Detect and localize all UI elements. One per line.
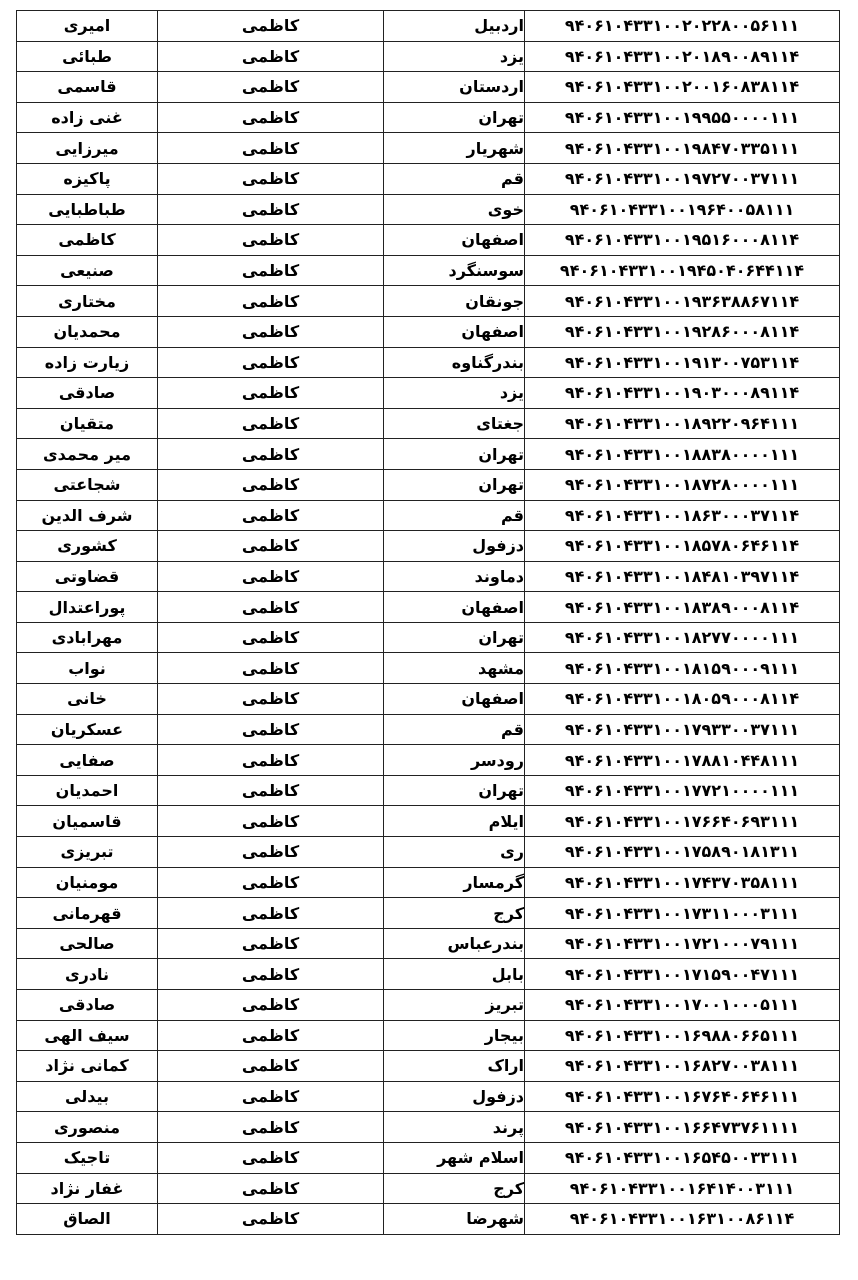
table-row <box>17 1051 840 1082</box>
sheba-cell: ۹۴۰۶۱۰۴۳۳۱۰۰۱۹۹۵۵۰۰۰۰۱۱۱ <box>525 102 840 133</box>
city-cell: جونقان <box>384 286 525 317</box>
sheba-cell: ۹۴۰۶۱۰۴۳۳۱۰۰۱۸۲۷۷۰۰۰۰۱۱۱ <box>525 622 840 653</box>
city-cell: بیجار <box>384 1020 525 1051</box>
table-row <box>17 408 840 439</box>
name-cell: کاظمی <box>158 1204 384 1235</box>
sheba-cell: ۹۴۰۶۱۰۴۳۳۱۰۰۱۷۴۳۷۰۳۵۸۱۱۱ <box>525 867 840 898</box>
name-cell: کاظمی <box>158 1020 384 1051</box>
table-row <box>17 347 840 378</box>
surname-cell: کاظمی <box>17 225 158 256</box>
sheba-cell: ۹۴۰۶۱۰۴۳۳۱۰۰۱۹۷۲۷۰۰۳۷۱۱۱ <box>525 163 840 194</box>
name-cell: کاظمی <box>158 1081 384 1112</box>
surname-cell: صنیعی <box>17 255 158 286</box>
sheba-cell: ۹۴۰۶۱۰۴۳۳۱۰۰۱۶۸۲۷۰۰۳۸۱۱۱ <box>525 1051 840 1082</box>
table-row <box>17 837 840 868</box>
city-cell: یزد <box>384 378 525 409</box>
surname-cell: صادقی <box>17 378 158 409</box>
table-row <box>17 561 840 592</box>
surname-cell: زیارت زاده <box>17 347 158 378</box>
city-cell: جغتای <box>384 408 525 439</box>
name-cell: کاظمی <box>158 378 384 409</box>
table-row <box>17 531 840 562</box>
surname-cell: نادری <box>17 959 158 990</box>
table-row <box>17 225 840 256</box>
name-cell: کاظمی <box>158 531 384 562</box>
sheba-cell: ۹۴۰۶۱۰۴۳۳۱۰۰۱۹۱۳۰۰۷۵۳۱۱۴ <box>525 347 840 378</box>
roster-table <box>16 10 840 1235</box>
city-cell: اصفهان <box>384 316 525 347</box>
name-cell: کاظمی <box>158 561 384 592</box>
table-row <box>17 439 840 470</box>
sheba-cell: ۹۴۰۶۱۰۴۳۳۱۰۰۱۸۶۳۰۰۰۳۷۱۱۴ <box>525 500 840 531</box>
name-cell: کاظمی <box>158 898 384 929</box>
surname-cell: غنی زاده <box>17 102 158 133</box>
surname-cell: بیدلی <box>17 1081 158 1112</box>
name-cell: کاظمی <box>158 41 384 72</box>
name-cell: کاظمی <box>158 775 384 806</box>
name-cell: کاظمی <box>158 714 384 745</box>
surname-cell: میر محمدی <box>17 439 158 470</box>
table-row <box>17 72 840 103</box>
sheba-cell: ۹۴۰۶۱۰۴۳۳۱۰۰۱۹۳۶۳۸۸۶۷۱۱۴ <box>525 286 840 317</box>
city-cell: رودسر <box>384 745 525 776</box>
city-cell: سوسنگرد <box>384 255 525 286</box>
city-cell: اراک <box>384 1051 525 1082</box>
surname-cell: تبریزی <box>17 837 158 868</box>
name-cell: کاظمی <box>158 653 384 684</box>
surname-cell: مختاری <box>17 286 158 317</box>
surname-cell: طبائی <box>17 41 158 72</box>
name-cell: کاظمی <box>158 408 384 439</box>
city-cell: دزفول <box>384 1081 525 1112</box>
city-cell: ری <box>384 837 525 868</box>
surname-cell: شجاعتی <box>17 469 158 500</box>
table-row <box>17 928 840 959</box>
sheba-cell: ۹۴۰۶۱۰۴۳۳۱۰۰۱۶۹۸۸۰۶۶۵۱۱۱ <box>525 1020 840 1051</box>
city-cell: کرج <box>384 898 525 929</box>
sheba-cell: ۹۴۰۶۱۰۴۳۳۱۰۰۱۸۵۷۸۰۶۴۶۱۱۴ <box>525 531 840 562</box>
surname-cell: صادقی <box>17 990 158 1021</box>
city-cell: بندرگناوه <box>384 347 525 378</box>
name-cell: کاظمی <box>158 1173 384 1204</box>
sheba-cell: ۹۴۰۶۱۰۴۳۳۱۰۰۱۷۳۱۱۰۰۰۳۱۱۱ <box>525 898 840 929</box>
sheba-cell: ۹۴۰۶۱۰۴۳۳۱۰۰۱۶۳۱۰۰۸۶۱۱۴ <box>525 1204 840 1235</box>
name-cell: کاظمی <box>158 225 384 256</box>
table-row <box>17 714 840 745</box>
surname-cell: خانی <box>17 684 158 715</box>
city-cell: اسلام شهر <box>384 1142 525 1173</box>
surname-cell: سیف الهی <box>17 1020 158 1051</box>
table-row <box>17 1020 840 1051</box>
sheba-cell: ۹۴۰۶۱۰۴۳۳۱۰۰۱۷۹۳۳۰۰۳۷۱۱۱ <box>525 714 840 745</box>
name-cell: کاظمی <box>158 684 384 715</box>
name-cell: کاظمی <box>158 72 384 103</box>
sheba-cell: ۹۴۰۶۱۰۴۳۳۱۰۰۱۸۴۸۱۰۳۹۷۱۱۴ <box>525 561 840 592</box>
name-cell: کاظمی <box>158 439 384 470</box>
sheba-cell: ۹۴۰۶۱۰۴۳۳۱۰۰۱۸۱۵۹۰۰۰۹۱۱۱ <box>525 653 840 684</box>
city-cell: تهران <box>384 622 525 653</box>
sheba-cell: ۹۴۰۶۱۰۴۳۳۱۰۰۱۹۰۳۰۰۰۸۹۱۱۴ <box>525 378 840 409</box>
city-cell: شهرضا <box>384 1204 525 1235</box>
surname-cell: پوراعتدال <box>17 592 158 623</box>
name-cell: کاظمی <box>158 806 384 837</box>
surname-cell: عسکریان <box>17 714 158 745</box>
name-cell: کاظمی <box>158 837 384 868</box>
sheba-cell: ۹۴۰۶۱۰۴۳۳۱۰۰۱۹۲۸۶۰۰۰۸۱۱۴ <box>525 316 840 347</box>
name-cell: کاظمی <box>158 469 384 500</box>
table-row <box>17 133 840 164</box>
sheba-cell: ۹۴۰۶۱۰۴۳۳۱۰۰۱۷۶۶۴۰۶۹۳۱۱۱ <box>525 806 840 837</box>
name-cell: کاظمی <box>158 347 384 378</box>
table-row <box>17 163 840 194</box>
name-cell: کاظمی <box>158 928 384 959</box>
table-row <box>17 41 840 72</box>
sheba-cell: ۹۴۰۶۱۰۴۳۳۱۰۰۱۷۰۰۱۰۰۰۵۱۱۱ <box>525 990 840 1021</box>
surname-cell: تاجیک <box>17 1142 158 1173</box>
table-row <box>17 316 840 347</box>
sheba-cell: ۹۴۰۶۱۰۴۳۳۱۰۰۲۰۲۲۸۰۰۵۶۱۱۱ <box>525 11 840 42</box>
surname-cell: قضاوتی <box>17 561 158 592</box>
surname-cell: متقیان <box>17 408 158 439</box>
surname-cell: قاسمی <box>17 72 158 103</box>
surname-cell: صفایی <box>17 745 158 776</box>
name-cell: کاظمی <box>158 592 384 623</box>
city-cell: تهران <box>384 439 525 470</box>
name-cell: کاظمی <box>158 622 384 653</box>
name-cell: کاظمی <box>158 990 384 1021</box>
table-row <box>17 622 840 653</box>
sheba-cell: ۹۴۰۶۱۰۴۳۳۱۰۰۱۹۴۵۰۴۰۶۴۴۱۱۴ <box>525 255 840 286</box>
table-row <box>17 286 840 317</box>
table-row <box>17 469 840 500</box>
surname-cell: طباطبایی <box>17 194 158 225</box>
sheba-cell: ۹۴۰۶۱۰۴۳۳۱۰۰۲۰۰۱۶۰۸۳۸۱۱۴ <box>525 72 840 103</box>
name-cell: کاظمی <box>158 194 384 225</box>
city-cell: گرمسار <box>384 867 525 898</box>
city-cell: اصفهان <box>384 684 525 715</box>
table-row <box>17 990 840 1021</box>
surname-cell: مومنیان <box>17 867 158 898</box>
city-cell: اردبیل <box>384 11 525 42</box>
sheba-cell: ۹۴۰۶۱۰۴۳۳۱۰۰۱۸۷۲۸۰۰۰۰۱۱۱ <box>525 469 840 500</box>
sheba-cell: ۹۴۰۶۱۰۴۳۳۱۰۰۱۹۵۱۶۰۰۰۸۱۱۴ <box>525 225 840 256</box>
sheba-cell: ۹۴۰۶۱۰۴۳۳۱۰۰۱۹۸۴۷۰۳۳۵۱۱۱ <box>525 133 840 164</box>
name-cell: کاظمی <box>158 286 384 317</box>
city-cell: تهران <box>384 775 525 806</box>
name-cell: کاظمی <box>158 255 384 286</box>
name-cell: کاظمی <box>158 163 384 194</box>
name-cell: کاظمی <box>158 133 384 164</box>
table-row <box>17 378 840 409</box>
city-cell: بندرعباس <box>384 928 525 959</box>
table-row <box>17 684 840 715</box>
name-cell: کاظمی <box>158 102 384 133</box>
surname-cell: الصاق <box>17 1204 158 1235</box>
city-cell: اصفهان <box>384 225 525 256</box>
city-cell: یزد <box>384 41 525 72</box>
sheba-cell: ۹۴۰۶۱۰۴۳۳۱۰۰۱۷۱۵۹۰۰۴۷۱۱۱ <box>525 959 840 990</box>
surname-cell: کمانی نژاد <box>17 1051 158 1082</box>
city-cell: دزفول <box>384 531 525 562</box>
city-cell: اردستان <box>384 72 525 103</box>
city-cell: بابل <box>384 959 525 990</box>
sheba-cell: ۹۴۰۶۱۰۴۳۳۱۰۰۱۸۸۳۸۰۰۰۰۱۱۱ <box>525 439 840 470</box>
surname-cell: احمدیان <box>17 775 158 806</box>
surname-cell: مهرابادی <box>17 622 158 653</box>
table-row <box>17 653 840 684</box>
surname-cell: کشوری <box>17 531 158 562</box>
city-cell: تهران <box>384 102 525 133</box>
table-row <box>17 775 840 806</box>
table-row <box>17 102 840 133</box>
surname-cell: محمدیان <box>17 316 158 347</box>
surname-cell: نواب <box>17 653 158 684</box>
surname-cell: امیری <box>17 11 158 42</box>
table-row <box>17 500 840 531</box>
table-row <box>17 1142 840 1173</box>
city-cell: اصفهان <box>384 592 525 623</box>
city-cell: تبریز <box>384 990 525 1021</box>
sheba-cell: ۹۴۰۶۱۰۴۳۳۱۰۰۲۰۱۸۹۰۰۸۹۱۱۴ <box>525 41 840 72</box>
sheba-cell: ۹۴۰۶۱۰۴۳۳۱۰۰۱۶۴۱۴۰۰۳۱۱۱ <box>525 1173 840 1204</box>
name-cell: کاظمی <box>158 11 384 42</box>
table-row <box>17 255 840 286</box>
sheba-cell: ۹۴۰۶۱۰۴۳۳۱۰۰۱۷۵۸۹۰۱۸۱۳۱۱ <box>525 837 840 868</box>
table-row <box>17 1173 840 1204</box>
sheba-cell: ۹۴۰۶۱۰۴۳۳۱۰۰۱۶۷۶۴۰۶۴۶۱۱۱ <box>525 1081 840 1112</box>
surname-cell: صالحی <box>17 928 158 959</box>
surname-cell: قهرمانی <box>17 898 158 929</box>
sheba-cell: ۹۴۰۶۱۰۴۳۳۱۰۰۱۷۸۸۱۰۴۴۸۱۱۱ <box>525 745 840 776</box>
surname-cell: شرف الدین <box>17 500 158 531</box>
sheba-cell: ۹۴۰۶۱۰۴۳۳۱۰۰۱۸۰۵۹۰۰۰۸۱۱۴ <box>525 684 840 715</box>
surname-cell: غفار نژاد <box>17 1173 158 1204</box>
roster-table-body <box>17 11 840 1235</box>
table-row <box>17 11 840 42</box>
sheba-cell: ۹۴۰۶۱۰۴۳۳۱۰۰۱۶۶۴۷۳۷۶۱۱۱۱ <box>525 1112 840 1143</box>
surname-cell: قاسمیان <box>17 806 158 837</box>
city-cell: مشهد <box>384 653 525 684</box>
name-cell: کاظمی <box>158 1051 384 1082</box>
table-row <box>17 806 840 837</box>
sheba-cell: ۹۴۰۶۱۰۴۳۳۱۰۰۱۷۲۱۰۰۰۷۹۱۱۱ <box>525 928 840 959</box>
sheba-cell: ۹۴۰۶۱۰۴۳۳۱۰۰۱۶۵۴۵۰۰۳۳۱۱۱ <box>525 1142 840 1173</box>
city-cell: ایلام <box>384 806 525 837</box>
city-cell: قم <box>384 163 525 194</box>
table-row <box>17 194 840 225</box>
table-row <box>17 592 840 623</box>
sheba-cell: ۹۴۰۶۱۰۴۳۳۱۰۰۱۸۹۲۲۰۹۶۴۱۱۱ <box>525 408 840 439</box>
table-row <box>17 867 840 898</box>
city-cell: خوی <box>384 194 525 225</box>
surname-cell: میرزایی <box>17 133 158 164</box>
name-cell: کاظمی <box>158 1142 384 1173</box>
city-cell: تهران <box>384 469 525 500</box>
table-row <box>17 1112 840 1143</box>
name-cell: کاظمی <box>158 316 384 347</box>
table-row <box>17 745 840 776</box>
name-cell: کاظمی <box>158 1112 384 1143</box>
name-cell: کاظمی <box>158 745 384 776</box>
city-cell: قم <box>384 714 525 745</box>
table-row <box>17 959 840 990</box>
city-cell: قم <box>384 500 525 531</box>
surname-cell: پاکیزه <box>17 163 158 194</box>
table-row <box>17 1081 840 1112</box>
surname-cell: منصوری <box>17 1112 158 1143</box>
sheba-cell: ۹۴۰۶۱۰۴۳۳۱۰۰۱۸۳۸۹۰۰۰۸۱۱۴ <box>525 592 840 623</box>
sheba-cell: ۹۴۰۶۱۰۴۳۳۱۰۰۱۹۶۴۰۰۵۸۱۱۱ <box>525 194 840 225</box>
table-row <box>17 898 840 929</box>
sheba-cell: ۹۴۰۶۱۰۴۳۳۱۰۰۱۷۷۲۱۰۰۰۰۱۱۱ <box>525 775 840 806</box>
city-cell: شهریار <box>384 133 525 164</box>
city-cell: دماوند <box>384 561 525 592</box>
city-cell: پرند <box>384 1112 525 1143</box>
name-cell: کاظمی <box>158 500 384 531</box>
name-cell: کاظمی <box>158 959 384 990</box>
city-cell: کرج <box>384 1173 525 1204</box>
name-cell: کاظمی <box>158 867 384 898</box>
table-row <box>17 1204 840 1235</box>
